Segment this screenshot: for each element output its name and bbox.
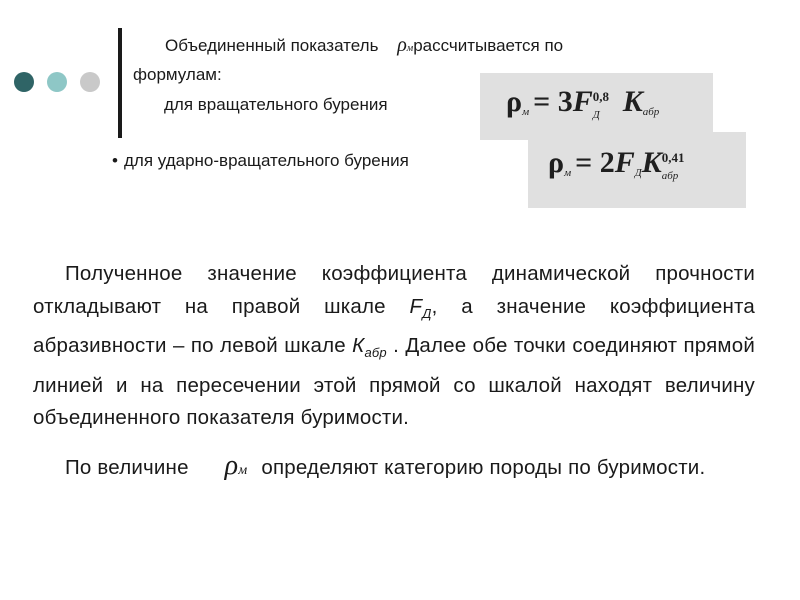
header-line-1 <box>165 35 563 59</box>
decor-dot-1 <box>14 72 34 92</box>
body-paragraph-2: По величине ρм определяют категорию породы по буримости. <box>65 450 706 481</box>
bullet-text-1: для вращательного бурения <box>164 95 388 114</box>
decor-dot-2 <box>47 72 67 92</box>
header-line-2: формулам: <box>133 65 222 84</box>
bullet-marker-2: • <box>112 151 118 170</box>
decor-dot-3 <box>80 72 100 92</box>
body-paragraph-1: Полученное значение коэффициента динамической прочности откладывают на правой шкале $F_Д$, а значение коэффициента абразивности – по левой шкале $К_{абр}$ . Далее обе точки соединяют прямой линией и на пересечении этой прямой со шкалой находят величину объединенного показателя буримости. <box>33 262 755 430</box>
vertical-divider <box>118 28 122 138</box>
rho-symbol: ρм <box>397 34 414 56</box>
bullet-item-1 <box>136 94 388 115</box>
bullet-text-2: для ударно-вращательного бурения <box>124 151 409 170</box>
formula-rotary: $\rho_м = 3F$ 0,8 Д $K_{абр}$ <box>480 73 713 140</box>
header-line1-pre: Объединенный показатель <box>165 36 379 55</box>
formula-percussive-rotary: $\rho_м = 2F_ДK$ 0,41 абр <box>528 132 746 208</box>
header-line1-post: рассчитывается по <box>413 36 564 55</box>
bullet-item-2 <box>112 150 409 171</box>
